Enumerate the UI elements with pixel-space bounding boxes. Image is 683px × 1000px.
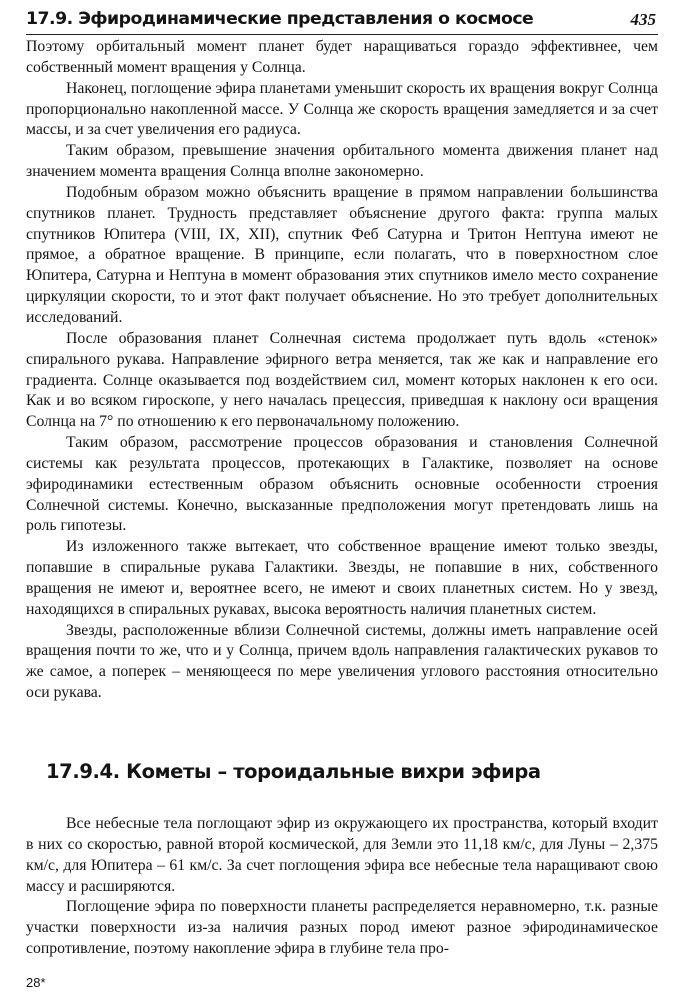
running-head-title: 17.9. Эфиродинамические представления о космосе <box>26 9 534 29</box>
paragraph: Из изложенного также вытекает, что собственное вращение имеют только звезды, попавшие в спиральные рукава Галактики. Звезды, не попавшие в них, собственного вращения не имеют и, вероятнее всего, не имеют и своих планетных систем. Но у звезд, находящихся в спиральных рукавах, высока вероятность наличия планетных систем. <box>26 538 658 618</box>
paragraph: Подобным образом можно объяснить вращение в прямом направлении большинства спутников планет. Трудность представляет объяснение другого факта: группа малых спутников Юпитера (VIII, IX, XII), спутник Феб Сатурна и Тритон Нептуна имеют не прямое, а обратное вращение. В принципе, если полагать, что в поверхностном слое Юпитера, Сатурна и Нептуна в момент образования этих спутников имело место сохранение циркуляции скорости, то и этот факт получает объяснение. Но это требует дополнительных исследований. <box>26 183 658 326</box>
running-head <box>26 8 658 35</box>
paragraph: Таким образом, превышение значения орбитального момента движения планет над значением момента вращения Солнца вполне закономерно. <box>26 142 658 181</box>
page-number: 435 <box>630 10 656 29</box>
paragraph: Звезды, расположенные вблизи Солнечной системы, должны иметь направление осей вращения почти то же, что и у Солнца, причем вдоль направления галактических рукавов то же самое, а поперек – меняющееся по мере увеличения углового расстояния относительно оси рукава. <box>26 621 658 702</box>
paragraph: Поэтому орбитальный момент планет будет наращиваться гораздо эффективнее, чем собственный момент вращения у Солнца. <box>26 38 658 76</box>
paragraph: Поглощение эфира по поверхности планеты распределяется неравномерно, т.к. разные участки поверхности из-за наличия разных пород имеют разное эфиродинамическое сопротивление, поэтому накопление эфира в глубине тела про- <box>26 898 658 958</box>
section-body-text <box>26 814 658 960</box>
paragraph: Таким образом, рассмотрение процессов образования и становления Солнечной системы как результата процессов, протекающих в Галактике, позволяет на основе эфиродинамики естественным образом объяснить основные особенности строения Солнечной системы. Конечно, высказанные предположения могут претендовать лишь на роль гипотезы. <box>26 434 658 535</box>
paragraph: Наконец, поглощение эфира планетами уменьшит скорость их вращения вокруг Солнца пропорционально накопленной массе. У Солнца же скорость вращения замедляется и за счет массы, и за счет увеличения его радиуса. <box>26 79 658 139</box>
signature-mark: 28* <box>26 975 46 990</box>
paragraph: Все небесные тела поглощают эфир из окружающего их пространства, который входит в них со скоростью, равной второй космической, для Земли это 11,18 км/с, для Луны – 2,375 км/с, для Юпитера – 61 км/с. За счет поглощения эфира все небесные тела наращивают свою массу и расширяются. <box>26 815 658 895</box>
body-text <box>26 37 658 704</box>
paragraph: После образования планет Солнечная система продолжает путь вдоль «стенок» спирального рукава. Направление эфирного ветра меняется, так же как и направление его градиента. Солнце оказывается под воздействием сил, момент которых наклонен к его оси. Как и во всяком гироскопе, у него началась прецессия, приведшая к наклону оси вращения Солнца на 7° по отношению к его первоначальному положению. <box>26 329 658 431</box>
section-heading: 17.9.4. Кометы – тороидальные вихри эфира <box>46 760 541 783</box>
